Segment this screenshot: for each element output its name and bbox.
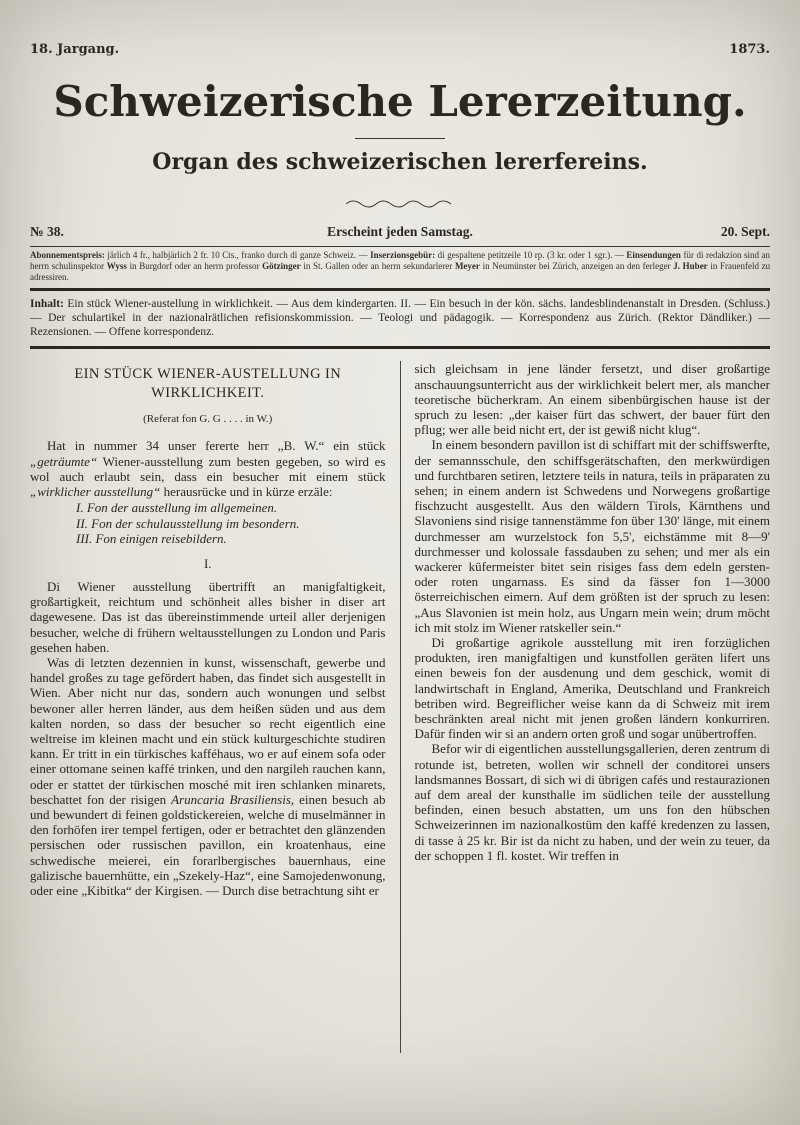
frequency-label: Erscheint jeden Samstag. (327, 224, 473, 239)
divider-rule-double-top (30, 288, 770, 291)
right-column (401, 361, 771, 1053)
issue-row (30, 224, 770, 246)
imprint-segment: in Burgdorf oder an herrn professor (129, 261, 260, 271)
imprint-segment: di gespaltene petitzeile 10 rp. (3 kr. oder 1 sgr.). — (437, 250, 624, 260)
article-paragraph: Befor wir di eigentlichen ausstellungsgallerien, deren zentrum di rotunde ist, betreten, wollen wir schnell der conditorei unsers landsmannes Bossart, di sich wi di übrigen cafés und restaurazionen auf dem areal der kunsthalle im südlichen teile der ausstellung befinden, einen besuch abstatten, um uns fon den hübschen Schweizerinnen im nazionalkostüm den kaffé kredenzen zu lassen, di tasse à 25 kr. Bir ist da nicht zu haben, und der wein zu teuer, da der schoppen 1 fl. kostet. Wir treffen in (414, 741, 770, 863)
outline-item: II. Fon der schulausstellung im besondern. (76, 515, 300, 531)
newspaper-subtitle: Organ des schweizerischen lererfereins. (152, 149, 648, 175)
emphasized-text: Aruncaria Brasiliensis (171, 791, 291, 807)
paragraph-text: Wiener-ausstellung zum besten gegeben, so wird es wol auch erlaubt sein, dass ein besucher mit einem stück (30, 453, 386, 484)
imprint-name-huber: J. Huber (673, 261, 708, 271)
article-paragraph: In einem besondern pavillon ist di schiffart mit der schiffswerfte, der semannsschule, den schiffsgerätschaften, den merkwürdigen und furchtbaren setiren, letztere teils in natura, teils in präparaten zu sehen; in einem andern ist Schwedens und Norwegens großartige fischzucht ausgestellt. Aus den wäldern Tirols, Kärnthens und Slavoniens sind risige tannenstämme fon über 130' länge, mit einem durchmesser am wurzelstock fon 5,5', eichstämme mit 8—9' durchmesser und kolossale fassdauben zu sehen; und mer als ein wackerer küfermeister bitet sein risiges fass dem edeln gersten- oder roten ungarnass. Es sind da fässer fon 1—3000 österreichischen eimern. Auf dem größten ist der spruch zu lesen: „Aus Slavonien ist mein holz, aus Ungarn mein wein; drum möcht ich mit stolz im Wiener ratskeller sein.“ (414, 437, 770, 635)
imprint-name-goetzinger: Götzinger (262, 261, 301, 271)
inhalt-label: Inhalt: (30, 298, 64, 310)
emphasized-text: „wirklicher ausstellung“ (30, 484, 161, 499)
imprint-segment: in Frauenfeld zu adressiren. (30, 261, 771, 282)
article-paragraph: Di Wiener ausstellung übertrifft an manigfaltigkeit, großartigkeit, reichtum und schönheit alles bisher in diser art dagewesene. Das ist das übereinstimmende urteil aller derjenigen besucher, welche di frühern weltausstellungen zu London und Paris gesehen haben. (30, 578, 386, 655)
article-paragraph: Di großartige agrikole ausstellung mit iren forzüglichen produkten, iren manigfaltigen und kunstfollen geräten lifert uns einen beweis fon der ausdenung und dem geschick, womit di landwirtschaft in England, Amerika, Deutschland und Frankreich betriben wird. Begreiflicher weise kann da di Schweiz mit irem beschränkten areal nicht mit jenen großen ländern konkurriren. Dafür finden wir si an andern orten groß und sogar unübertroffen. (414, 635, 770, 742)
article-title (30, 365, 386, 403)
inhalt-text: Ein stück Wiener-austellung in wirklichkeit. — Aus dem kindergarten. II. — Ein besuch in der kön. sächs. landesblindenanstalt in Dresden. (Schluss.) — Der schulartikel in der nazionalrätlichen refisionskommission. — Teologi und pädagogik. — Korrespondenz aus Zürich. (Rektor Dändliker.) — Rezensionen. — Offene korrespondenz. (30, 298, 770, 338)
left-column (30, 361, 400, 1053)
article-paragraph (30, 655, 386, 898)
imprint-segment: järlich 4 fr., halbjärlich 2 fr. 10 Cts., franko durch di ganze Schweiz. — (107, 250, 368, 260)
imprint (30, 250, 770, 283)
imprint-segment: in St. Gallen oder an herrn sekundarlerer (303, 261, 453, 271)
article-title-line2: WIRKLICHKEIT. (151, 385, 265, 402)
paragraph-text: , einen besuch ab und bewundert di feinen goldstickereien, welche di muselmänner in den forhöfen irer tempel fertigen, oder er betrachtet den glänzenden persischen oder russischen pavillon, ein kroatenhaus, eine schwedische meierei, ein forarlbergisches bauernhaus, eine galizische bauernhütte, ein „Szekely-Haz“, eine Samojedenwonung, oder eine „Kibitka“ der Kirgisen. — Durch dise betrachtung siht er (30, 791, 386, 899)
title-rule (355, 138, 445, 139)
paragraph-text: Was di letzten dezennien in kunst, wissenschaft, gewerbe und handel großes zu tage gefördert haben, das findet sich ausgestellt in Wien. Aber nicht nur das, sondern auch wonungen und selbst bewoner aller herren länder, aus dem heißen süden und aus dem kalten norden, so dass der besucher so recht eigentlich eine weltreise im kleinen macht und ein stück kulturgeschichte studiren kann. Er tritt in ein türkisches kafféhaus, wo er auf einem sofa oder einer ottomane seinen kaffé trinken, und den nargileh rauchen kann, oder er stattet der türkischen mosché mit iren schlanken minarets, beschattet fon der risigen (30, 655, 386, 807)
volume-label: 18. Jargang. (30, 42, 120, 57)
imprint-segment: für di redakzion sind an herrn schulinspektor (30, 250, 771, 271)
section-numeral: I. (203, 555, 212, 571)
outline-item: I. Fon der ausstellung im allgemeinen. (76, 500, 278, 516)
divider-rule-double-bottom (30, 346, 770, 349)
divider-rule-thin (30, 246, 770, 247)
article-paragraph (30, 438, 386, 499)
imprint-name-meyer: Meyer (454, 261, 480, 271)
paragraph-text: Hat in nummer 34 unser fererte herr „B. W.“ ein stück (47, 438, 386, 454)
imprint-insertion-label: Inserzionsgebür: (370, 250, 436, 260)
imprint-name-wyss: Wyss (106, 261, 127, 271)
year-label: 1873. (729, 42, 770, 57)
issue-number: № 38. (30, 224, 64, 239)
outline-item: III. Fon einigen reisebildern. (76, 531, 227, 547)
article-columns (30, 361, 770, 1053)
imprint-subscription-label: Abonnementspreis: (30, 250, 105, 260)
decorative-flourish (344, 199, 456, 208)
masthead-top-row (30, 42, 770, 57)
article-paragraph: sich gleichsam in jene länder fersetzt, und diser großartige anschauungsunterricht aus der wirklichkeit belert mer, als mancher teoretische bücherkram. An einem sibenbürgischen hause ist der spruch zu lesen: „der kaiser fürt das schwert, der bauer fürt den pflug; wer alle beid nicht ert, der ist gewiß nicht klug“. (414, 361, 770, 438)
article-outline (76, 500, 386, 547)
imprint-segment: in Neumünster bei Zürich, anzeigen an den ferleger (482, 261, 671, 271)
article-byline: (Referat fon G. G . . . . in W.) (143, 413, 273, 426)
paragraph-text: herausrücke und in kürze erzäle: (163, 484, 333, 499)
issue-date: 20. Sept. (720, 224, 770, 239)
emphasized-text: „geträumte“ (30, 453, 98, 469)
imprint-submissions-label: Einsendungen (626, 250, 681, 260)
article-title-line1: EIN STÜCK WIENER-AUSTELLUNG IN (74, 366, 342, 383)
newspaper-title: Schweizerische Lererzeitung. (53, 77, 747, 126)
table-of-contents (30, 298, 770, 339)
